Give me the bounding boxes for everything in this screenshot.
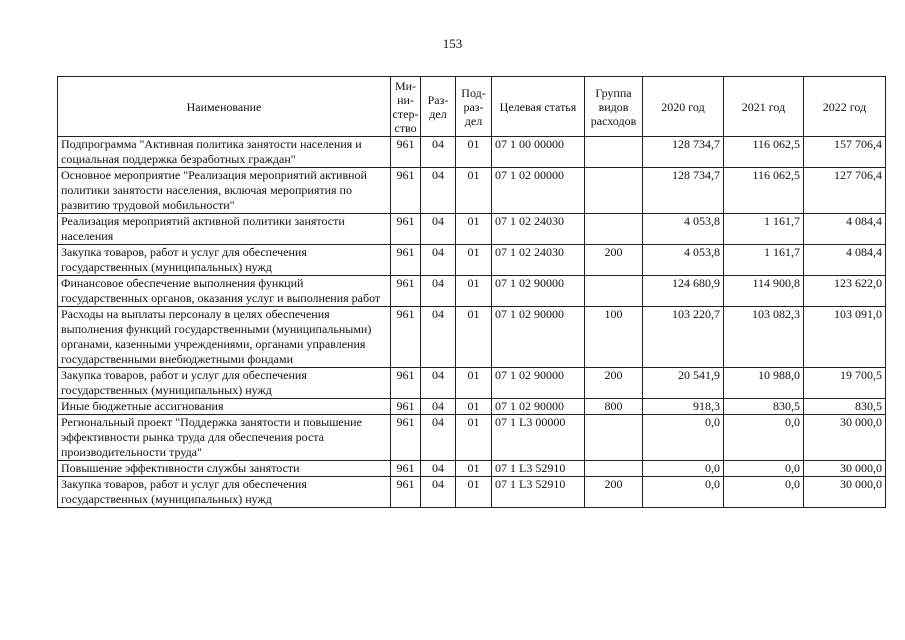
row-2020: 20 541,9 xyxy=(643,368,724,399)
row-2020: 128 734,7 xyxy=(643,168,724,214)
row-subsection: 01 xyxy=(456,245,492,276)
row-target: 07 1 02 90000 xyxy=(492,276,585,307)
row-2021: 116 062,5 xyxy=(724,137,804,168)
row-expense-group xyxy=(585,168,643,214)
row-name: Закупка товаров, работ и услуг для обеспечения государственных (муниципальных) нужд xyxy=(58,245,391,276)
row-expense-group xyxy=(585,214,643,245)
row-ministry: 961 xyxy=(391,276,421,307)
header-2021: 2021 год xyxy=(724,77,804,137)
row-2022: 830,5 xyxy=(804,399,886,415)
row-2020: 918,3 xyxy=(643,399,724,415)
row-expense-group: 100 xyxy=(585,307,643,368)
row-ministry: 961 xyxy=(391,245,421,276)
row-subsection: 01 xyxy=(456,399,492,415)
row-subsection: 01 xyxy=(456,368,492,399)
row-target: 07 1 00 00000 xyxy=(492,137,585,168)
row-subsection: 01 xyxy=(456,461,492,477)
row-2022: 30 000,0 xyxy=(804,461,886,477)
table-body xyxy=(58,137,886,508)
row-2022: 4 084,4 xyxy=(804,245,886,276)
row-name: Региональный проект "Поддержка занятости и повышение эффективности рынка труда для обеспечения роста производительности труда" xyxy=(58,415,391,461)
table-row xyxy=(58,214,886,245)
row-2022: 30 000,0 xyxy=(804,477,886,508)
table-row xyxy=(58,461,886,477)
row-expense-group: 200 xyxy=(585,245,643,276)
row-name: Финансовое обеспечение выполнения функций государственных органов, оказания услуг и выполнения работ xyxy=(58,276,391,307)
row-2021: 0,0 xyxy=(724,415,804,461)
page-number: 153 xyxy=(442,36,463,51)
row-target: 07 1 02 24030 xyxy=(492,214,585,245)
row-2022: 123 622,0 xyxy=(804,276,886,307)
row-subsection: 01 xyxy=(456,477,492,508)
table-row xyxy=(58,307,886,368)
table-row xyxy=(58,415,886,461)
row-expense-group xyxy=(585,461,643,477)
row-expense-group: 800 xyxy=(585,399,643,415)
row-ministry: 961 xyxy=(391,307,421,368)
table-row xyxy=(58,168,886,214)
table-row xyxy=(58,399,886,415)
row-expense-group: 200 xyxy=(585,368,643,399)
table-header-row xyxy=(58,77,886,137)
header-target: Целевая статья xyxy=(492,77,585,137)
row-subsection: 01 xyxy=(456,307,492,368)
table-row xyxy=(58,245,886,276)
row-ministry: 961 xyxy=(391,137,421,168)
row-name: Расходы на выплаты персоналу в целях обеспечения выполнения функций государственными (муниципальными) органами, казенными учреждениями, органами управления государственными внебюджетными фондами xyxy=(58,307,391,368)
row-section: 04 xyxy=(421,214,456,245)
row-2020: 0,0 xyxy=(643,477,724,508)
row-subsection: 01 xyxy=(456,415,492,461)
table-row xyxy=(58,137,886,168)
table-row xyxy=(58,477,886,508)
row-target: 07 1 L3 52910 xyxy=(492,461,585,477)
row-name: Повышение эффективности службы занятости xyxy=(58,461,391,477)
row-2020: 128 734,7 xyxy=(643,137,724,168)
row-2021: 1 161,7 xyxy=(724,245,804,276)
row-ministry: 961 xyxy=(391,368,421,399)
row-2021: 1 161,7 xyxy=(724,214,804,245)
row-section: 04 xyxy=(421,245,456,276)
row-expense-group xyxy=(585,137,643,168)
row-section: 04 xyxy=(421,461,456,477)
row-2020: 0,0 xyxy=(643,461,724,477)
row-section: 04 xyxy=(421,368,456,399)
row-2022: 157 706,4 xyxy=(804,137,886,168)
row-target: 07 1 02 90000 xyxy=(492,307,585,368)
row-target: 07 1 02 90000 xyxy=(492,368,585,399)
row-2021: 10 988,0 xyxy=(724,368,804,399)
row-expense-group xyxy=(585,276,643,307)
row-section: 04 xyxy=(421,307,456,368)
header-2022: 2022 год xyxy=(804,77,886,137)
row-ministry: 961 xyxy=(391,399,421,415)
row-2021: 0,0 xyxy=(724,461,804,477)
row-2022: 19 700,5 xyxy=(804,368,886,399)
row-section: 04 xyxy=(421,168,456,214)
row-section: 04 xyxy=(421,477,456,508)
row-2020: 4 053,8 xyxy=(643,245,724,276)
row-name: Иные бюджетные ассигнования xyxy=(58,399,391,415)
row-subsection: 01 xyxy=(456,214,492,245)
header-expense-group: Группа видов расходов xyxy=(585,77,643,137)
row-target: 07 1 02 24030 xyxy=(492,245,585,276)
row-2022: 103 091,0 xyxy=(804,307,886,368)
row-name: Закупка товаров, работ и услуг для обеспечения государственных (муниципальных) нужд xyxy=(58,477,391,508)
row-2020: 0,0 xyxy=(643,415,724,461)
row-2020: 103 220,7 xyxy=(643,307,724,368)
row-subsection: 01 xyxy=(456,137,492,168)
row-name: Подпрограмма "Активная политика занятости населения и социальная поддержка безработных граждан" xyxy=(58,137,391,168)
row-target: 07 1 L3 52910 xyxy=(492,477,585,508)
row-2021: 103 082,3 xyxy=(724,307,804,368)
header-ministry: Ми-ни-стер-ство xyxy=(391,77,421,137)
row-subsection: 01 xyxy=(456,168,492,214)
row-name: Реализация мероприятий активной политики занятости населения xyxy=(58,214,391,245)
row-name: Закупка товаров, работ и услуг для обеспечения государственных (муниципальных) нужд xyxy=(58,368,391,399)
row-name: Основное мероприятие "Реализация мероприятий активной политики занятости населения, включая мероприятия по развитию трудовой мобильности" xyxy=(58,168,391,214)
row-2021: 830,5 xyxy=(724,399,804,415)
row-section: 04 xyxy=(421,415,456,461)
header-2020: 2020 год xyxy=(643,77,724,137)
row-2021: 114 900,8 xyxy=(724,276,804,307)
row-ministry: 961 xyxy=(391,214,421,245)
row-subsection: 01 xyxy=(456,276,492,307)
row-ministry: 961 xyxy=(391,461,421,477)
row-target: 07 1 02 00000 xyxy=(492,168,585,214)
header-section: Раз-дел xyxy=(421,77,456,137)
row-expense-group: 200 xyxy=(585,477,643,508)
row-2021: 116 062,5 xyxy=(724,168,804,214)
header-subsection: Под-раз-дел xyxy=(456,77,492,137)
row-target: 07 1 L3 00000 xyxy=(492,415,585,461)
row-ministry: 961 xyxy=(391,168,421,214)
row-2022: 127 706,4 xyxy=(804,168,886,214)
row-2020: 124 680,9 xyxy=(643,276,724,307)
row-2020: 4 053,8 xyxy=(643,214,724,245)
header-name: Наименование xyxy=(58,77,391,137)
row-ministry: 961 xyxy=(391,415,421,461)
budget-table xyxy=(57,76,886,508)
row-2022: 30 000,0 xyxy=(804,415,886,461)
row-2022: 4 084,4 xyxy=(804,214,886,245)
row-section: 04 xyxy=(421,276,456,307)
row-target: 07 1 02 90000 xyxy=(492,399,585,415)
table-row xyxy=(58,276,886,307)
row-section: 04 xyxy=(421,137,456,168)
table-row xyxy=(58,368,886,399)
row-expense-group xyxy=(585,415,643,461)
row-2021: 0,0 xyxy=(724,477,804,508)
row-ministry: 961 xyxy=(391,477,421,508)
row-section: 04 xyxy=(421,399,456,415)
